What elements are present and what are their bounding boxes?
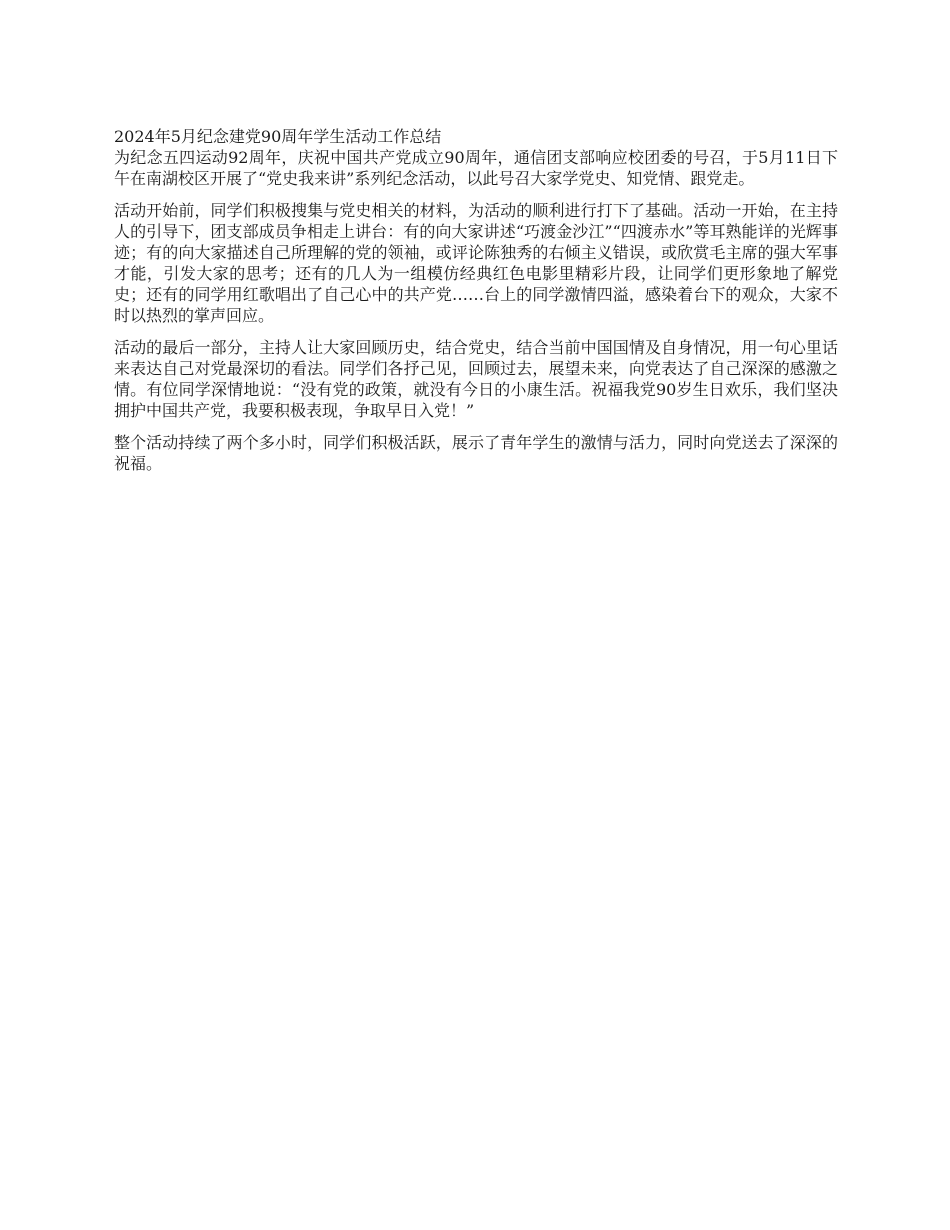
paragraph-summary: 整个活动持续了两个多小时，同学们积极活跃，展示了青年学生的激情与活力，同时向党送去了深深的祝福。 [114, 433, 838, 473]
document-page [114, 126, 838, 485]
paragraph-intro: 为纪念五四运动92周年，庆祝中国共产党成立90周年，通信团支部响应校团委的号召，于5月11日下午在南湖校区开展了“党史我来讲”系列纪念活动，以此号召大家学党史、知党情、跟党走。 [114, 148, 838, 188]
document-title: 2024年5月纪念建党90周年学生活动工作总结 [114, 127, 442, 146]
paragraph-closing-part: 活动的最后一部分，主持人让大家回顾历史，结合党史，结合当前中国国情及自身情况，用一句心里话来表达自己对党最深切的看法。同学们各抒己见，回顾过去，展望未来，向党表达了自己深深的感激之情。有位同学深情地说：“没有党的政策，就没有今日的小康生活。祝福我党90岁生日欢乐，我们坚决拥护中国共产党，我要积极表现，争取早日入党！” [114, 338, 838, 420]
paragraph-activity: 活动开始前，同学们积极搜集与党史相关的材料，为活动的顺利进行打下了基础。活动一开始，在主持人的引导下，团支部成员争相走上讲台：有的向大家讲述“巧渡金沙江”“四渡赤水”等耳熟能详的光辉事迹；有的向大家描述自己所理解的党的领袖，或评论陈独秀的右倾主义错误，或欣赏毛主席的强大军事才能，引发大家的思考；还有的几人为一组模仿经典红色电影里精彩片段，让同学们更形象地了解党史；还有的同学用红歌唱出了自己心中的共产党……台上的同学激情四溢，感染着台下的观众，大家不时以热烈的掌声回应。 [114, 201, 838, 325]
